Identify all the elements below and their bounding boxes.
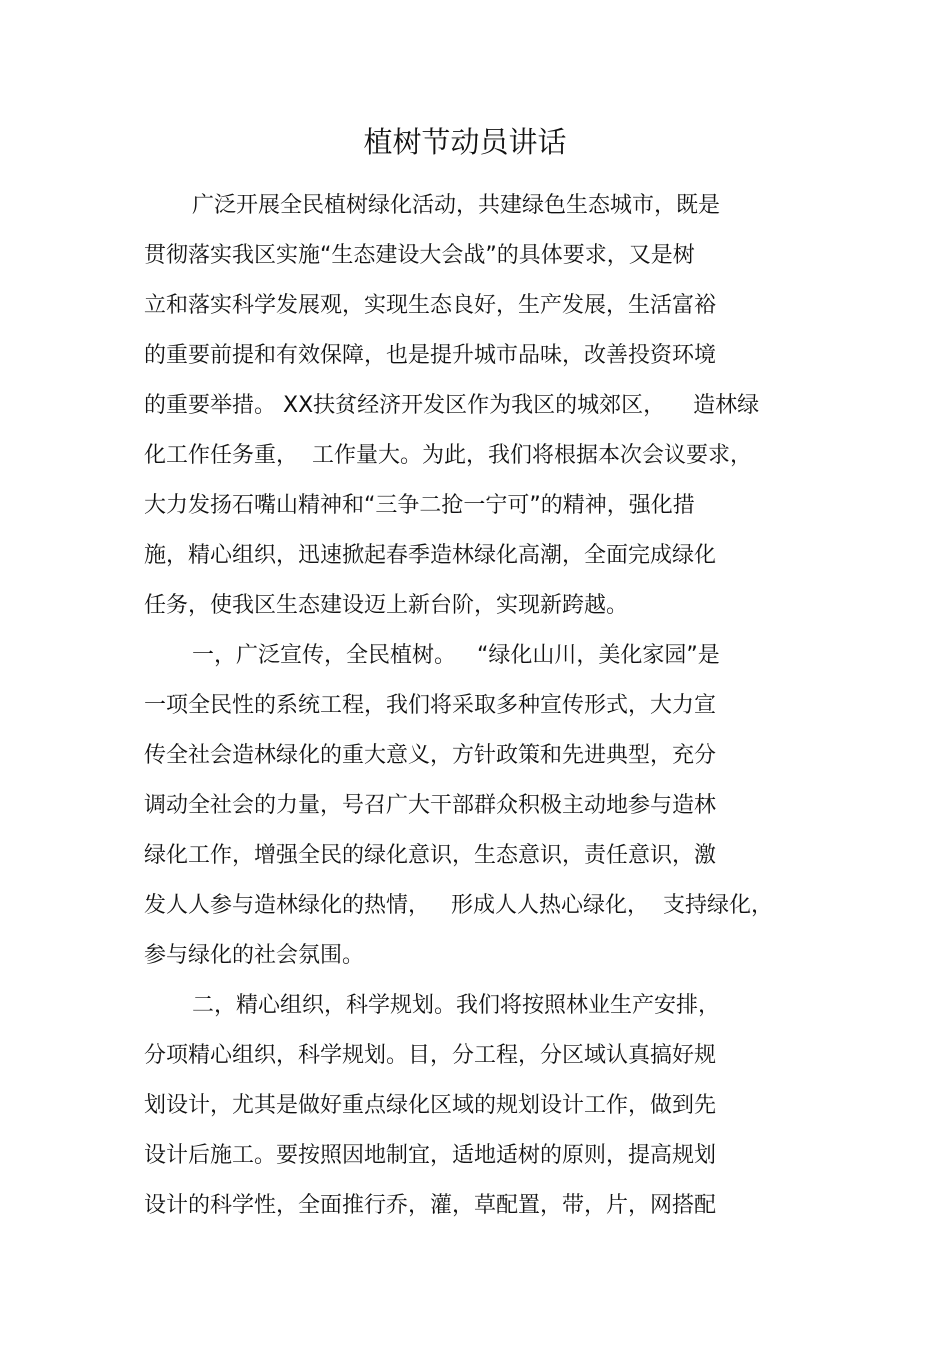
text-line: 的重要举措。 XX扶贫经济开发区作为我区的城郊区， 造林绿 [144, 393, 760, 418]
text-line: 传全社会造林绿化的重大意义，方针政策和先进典型，充分 [144, 743, 717, 768]
text-line: 划设计，尤其是做好重点绿化区域的规划设计工作，做到先 [144, 1093, 717, 1118]
text-line: 设计后施工。要按照因地制宜，适地适树的原则，提高规划 [144, 1143, 717, 1168]
text-line: 任务，使我区生态建设迈上新台阶，实现新跨越。 [144, 593, 629, 618]
text-line: 发人人参与造林绿化的热情， 形成人人热心绿化， 支持绿化， [144, 893, 773, 918]
section-heading-line: 一，广泛宣传，全民植树。 “绿化山川，美化家园”是 [192, 643, 720, 668]
text-line: 分项精心组织，科学规划。目，分工程，分区域认真搞好规 [144, 1043, 717, 1068]
text-line: 广泛开展全民植树绿化活动，共建绿色生态城市，既是 [192, 193, 721, 218]
text-line: 一项全民性的系统工程，我们将采取多种宣传形式，大力宣 [144, 693, 717, 718]
text-line: 设计的科学性，全面推行乔，灌，草配置，带，片，网搭配 [144, 1193, 717, 1218]
text-line: 调动全社会的力量，号召广大干部群众积极主动地参与造林 [144, 793, 717, 818]
text-line: 绿化工作，增强全民的绿化意识，生态意识，责任意识，激 [144, 843, 717, 868]
document-title: 植树节动员讲话 [363, 125, 567, 159]
text-line: 大力发扬石嘴山精神和“三争二抢一宁可”的精神，强化措 [144, 493, 695, 518]
text-line: 贯彻落实我区实施“生态建设大会战”的具体要求，又是树 [144, 243, 695, 268]
text-line: 立和落实科学发展观，实现生态良好，生产发展，生活富裕 [144, 293, 717, 318]
text-line: 的重要前提和有效保障，也是提升城市品味，改善投资环境 [144, 343, 717, 368]
section-heading-line: 二，精心组织，科学规划。我们将按照林业生产安排， [192, 993, 721, 1018]
text-line: 化工作任务重， 工作量大。为此，我们将根据本次会议要求， [144, 443, 752, 468]
text-line: 参与绿化的社会氛围。 [144, 943, 365, 968]
text-line: 施，精心组织，迅速掀起春季造林绿化高潮，全面完成绿化 [144, 543, 717, 568]
